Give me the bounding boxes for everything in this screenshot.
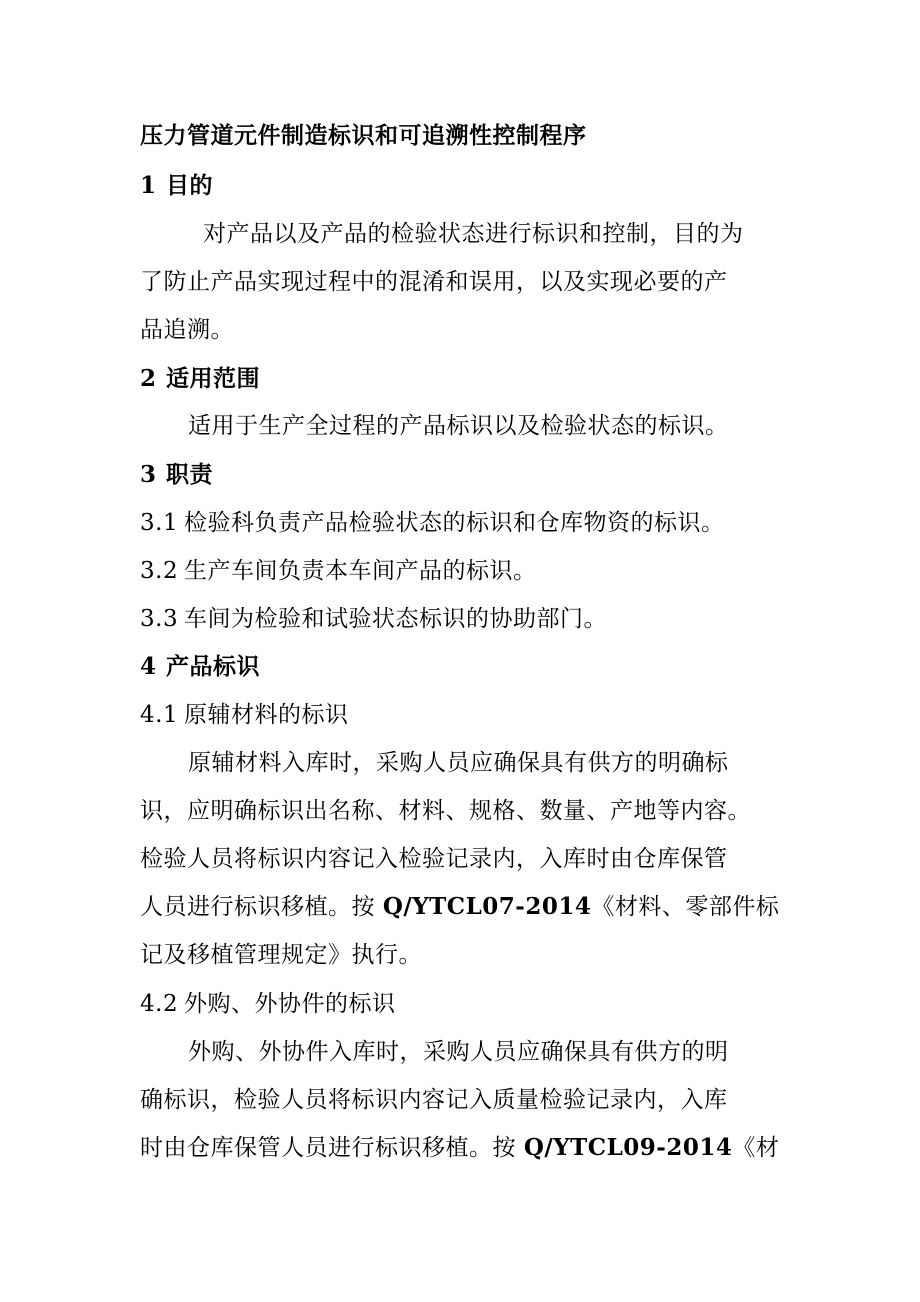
paragraph-line [140,1133,779,1163]
document-title: 压力管道元件制造标识和可追溯性控制程序 [140,122,587,149]
paragraph-line: 原辅材料入库时，采购人员应确保具有供方的明确标 [188,750,729,776]
section-number: 2 [140,365,157,392]
section-title: 产品标识 [166,653,260,680]
paragraph-line: 对产品以及产品的检验状态进行标识和控制，目的为 [203,221,744,247]
subsection-title: 外购、外协件的标识 [184,991,396,1017]
item-text: 生产车间负责本车间产品的标识。 [184,558,537,584]
text-run: 人员进行标识移植。按 [140,894,383,920]
paragraph-line [140,892,779,922]
standard-code: Q/YTCL07-2014 [382,893,592,920]
section-2-heading [140,364,260,394]
paragraph-line: 记及移植管理规定》执行。 [140,942,422,968]
section-1-heading [140,171,213,201]
paragraph-line: 品追溯。 [140,317,234,343]
item-text: 车间为检验和试验状态标识的协助部门。 [184,606,607,632]
text-run: 时由仓库保管人员进行标识移植。按 [140,1135,524,1161]
paragraph-line: 适用于生产全过程的产品标识以及检验状态的标识。 [188,413,729,439]
text-run: 《材 [732,1135,780,1161]
paragraph-line: 了防止产品实现过程中的混淆和误用，以及实现必要的产 [140,269,728,295]
item-number: 3.1 [140,510,179,536]
paragraph-line: 外购、外协件入库时，采购人员应确保具有供方的明 [188,1039,729,1065]
section-number: 4 [140,653,157,680]
section-title: 职责 [166,461,213,488]
standard-code: Q/YTCL09-2014 [523,1134,733,1161]
paragraph-line: 识，应明确标识出名称、材料、规格、数量、产地等内容。 [140,798,751,824]
item-text: 检验科负责产品检验状态的标识和仓库物资的标识。 [184,510,725,536]
section-3-heading [140,460,213,490]
list-item [140,604,607,634]
section-title: 适用范围 [166,365,260,392]
text-run: 《材料、零部件标 [591,894,780,920]
paragraph-line: 检验人员将标识内容记入检验记录内，入库时由仓库保管 [140,846,728,872]
list-item [140,508,725,538]
subsection-title: 原辅材料的标识 [184,702,349,728]
subsection-4-1-heading [140,700,349,730]
section-number: 1 [140,172,157,199]
item-number: 3.3 [140,606,179,632]
list-item [140,556,537,586]
section-title: 目的 [166,172,213,199]
paragraph-line: 确标识，检验人员将标识内容记入质量检验记录内，入库 [140,1087,728,1113]
item-number: 4.2 [140,991,179,1017]
item-number: 3.2 [140,558,179,584]
subsection-4-2-heading [140,989,396,1019]
item-number: 4.1 [140,702,179,728]
section-number: 3 [140,461,157,488]
section-4-heading [140,652,260,682]
